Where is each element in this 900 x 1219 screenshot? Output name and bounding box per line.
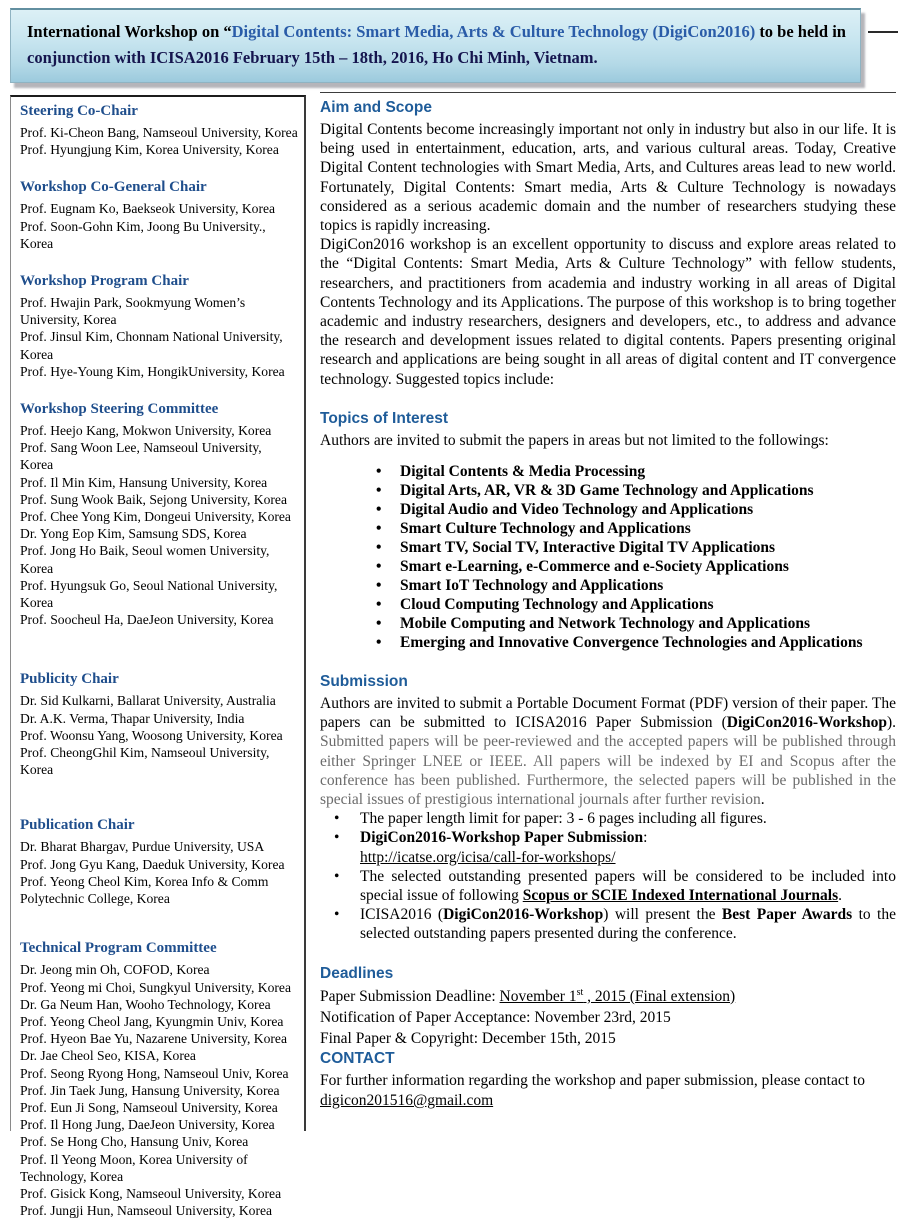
committee-member: Prof. Yeong Cheol Jang, Kyungmin Univ, Korea: [20, 1013, 284, 1029]
banner-workshop-title: Digital Contents: Smart Media, Arts & Culture Technology (DigiCon2016): [231, 22, 756, 41]
committee-member: Prof. Sung Wook Baik, Sejong University, Korea: [20, 491, 287, 507]
committee-member: Prof. Il Hong Jung, DaeJeon University, Korea: [20, 1117, 275, 1133]
committee-member: Dr. Ga Neum Han, Wooho Technology, Korea: [20, 996, 271, 1012]
committee-member: Prof. Il Yeong Moon, Korea University of Technology, Korea: [20, 1151, 248, 1184]
submission-bullet-journals: [320, 867, 896, 905]
committee-sections: [20, 102, 298, 1219]
submission-text: Authors are invited to submit a Portable Document Format (PDF) version of their paper. The papers can be submitted to ICISA2016 Paper Submission (: [320, 695, 896, 732]
deadline-final-paper: Final Paper & Copyright: December 15th, 2015: [320, 1029, 616, 1047]
bullet-text: ICISA2016 (: [360, 906, 444, 924]
deadline-label: Paper Submission Deadline:: [320, 987, 500, 1005]
deadline-notification: Notification of Paper Acceptance: November 23rd, 2015: [320, 1008, 671, 1026]
topic-item: • Digital Audio and Video Technology and Applications: [320, 500, 896, 519]
committee-member: Prof. Seong Ryong Hong, Namseoul Univ, Korea: [20, 1065, 289, 1081]
contact-section: [320, 1049, 896, 1112]
contact-email-line: [320, 1091, 896, 1112]
committee-member: Prof. Heejo Kang, Mokwon University, Korea: [20, 423, 272, 439]
contact-heading: CONTACT: [320, 1049, 395, 1067]
committee-member: Prof. Jungji Hun, Namseoul University, Korea: [20, 1203, 273, 1219]
committee-member: Prof. CheongGhil Kim, Namseoul University, Korea: [20, 745, 270, 778]
committee-section: [20, 178, 298, 252]
committee-member: Prof. Il Min Kim, Hansung University, Korea: [20, 474, 268, 490]
submission-heading: Submission: [320, 673, 408, 691]
committee-member: Prof. Hye-Young Kim, HongikUniversity, Korea: [20, 363, 285, 379]
committee-section-title: Publication Chair: [20, 817, 135, 834]
topic-item: • Smart TV, Social TV, Interactive Digital TV Applications: [320, 538, 896, 557]
workshop-name-bold: DigiCon2016-Workshop: [726, 714, 887, 732]
committee-member: Dr. A.K. Verma, Thapar University, India: [20, 710, 245, 726]
banner-text-held-in: to be held in: [755, 22, 846, 41]
committee-member: Prof. Gisick Kong, Namseoul University, Korea: [20, 1185, 282, 1201]
aim-paragraph-2: DigiCon2016 workshop is an excellent opportunity to discuss and explore areas related to the “Digital Contents: Smart Media, Arts & Culture Technology” with fellow students, researchers, and practitioners from academia and industry working in all areas of Digital Contents Technology and its Applications. The purpose of this workshop is to bring together academic and industry researchers, designers and developers, etc., to address and advance the research and development issues related to digital contents. Papers presenting original research and applications are being sought in all areas of digital content and IT convergence technology. Suggested topics include:: [320, 236, 896, 388]
committee-member: Prof. Yeong mi Choi, Sungkyul University, Korea: [20, 979, 291, 995]
submission-list: [320, 809, 896, 943]
submission-section: [320, 672, 896, 944]
topic-item: • Emerging and Innovative Convergence Technologies and Applications: [320, 633, 896, 652]
banner-side-tick: [868, 31, 898, 33]
topic-item: • Mobile Computing and Network Technology and Applications: [320, 614, 896, 633]
committee-member: Prof. Yeong Cheol Kim, Korea Info & Comm Polytechnic College, Korea: [20, 873, 269, 907]
committee-member: Prof. Sang Woon Lee, Namseoul University, Korea: [20, 440, 262, 473]
contact-email-link[interactable]: digicon201516@gmail.com: [320, 1092, 494, 1110]
bullet-text: ) will present the: [603, 906, 722, 924]
deadline-paper-submission: [320, 986, 896, 1007]
committee-section: [20, 102, 298, 158]
aim-heading: Aim and Scope: [320, 99, 432, 116]
committee-section: [20, 816, 298, 907]
banner-conference-info: conjunction with ICISA2016 February 15th – 18th, 2016, Ho Chi Minh, Vietnam.: [27, 48, 598, 67]
banner-text-prefix: International Workshop on “: [27, 22, 232, 41]
bullet-text: to the selected outstanding papers presented during the conference.: [360, 906, 896, 943]
committee-section: [20, 400, 298, 628]
committee-member: Prof. Jong Gyu Kang, Daeduk University, Korea: [20, 856, 285, 872]
committee-member: Prof. Chee Yong Kim, Dongeui University, Korea: [20, 509, 291, 525]
committee-member: Prof. Soon-Gohn Kim, Joong Bu University., Korea: [20, 218, 266, 251]
bullet-text: :: [643, 829, 648, 847]
deadline-date-underlined: November 1st , 2015 (Final extension): [499, 986, 736, 1005]
committee-member: Prof. Jinsul Kim, Chonnam National University, Korea: [20, 329, 283, 362]
deadlines-section: [320, 964, 896, 1049]
aim-section: [320, 98, 896, 389]
committee-section: [20, 272, 298, 380]
bullet-text: .: [838, 887, 842, 905]
committee-member: Prof. Hyungjung Kim, Korea University, Korea: [20, 142, 279, 158]
topics-heading: Topics of Interest: [320, 409, 449, 427]
right-column: [320, 92, 896, 1112]
committee-section: [20, 670, 298, 778]
committee-member: Prof. Ki-Cheon Bang, Namseoul University, Korea: [20, 125, 298, 140]
workshop-name-bold: DigiCon2016-Workshop: [443, 906, 604, 924]
ordinal-superscript: st: [576, 986, 584, 998]
committee-section-title: Workshop Program Chair: [20, 273, 189, 290]
committee-member: Prof. Soocheul Ha, DaeJeon University, Korea: [20, 612, 274, 628]
committee-member: Prof. Eun Ji Song, Namseoul University, Korea: [20, 1099, 278, 1115]
submission-bullet-awards: [320, 905, 896, 943]
committee-section-title: Workshop Co-General Chair: [20, 179, 207, 196]
committee-section-title: Workshop Steering Committee: [20, 401, 219, 418]
banner: [10, 8, 861, 83]
topics-list: [320, 462, 896, 652]
committee-section-title: Steering Co-Chair: [20, 103, 138, 119]
submission-bullet-link: [320, 828, 896, 866]
aim-paragraph-1: Digital Contents become increasingly important not only in industry but also in our life. It is being used in entertainment, education, arts, and various cultural areas. Today, Creative Digital Content technologies with Smart Media, Arts, and Cultures areas lead to new world. Fortunately, Digital Contents: Smart media, Arts & Culture Technology is nowadays considered as a serious academic domain and the number of researchers studying these topics is rapidly increasing.: [320, 121, 896, 235]
topics-intro: Authors are invited to submit the papers in areas but not limited to the followings:: [320, 431, 829, 449]
committee-member: Prof. Jin Taek Jung, Hansung University, Korea: [20, 1082, 280, 1098]
submission-text: .: [760, 791, 765, 809]
committee-member: Dr. Bharat Bhargav, Purdue University, USA: [20, 839, 265, 855]
contact-text: For further information regarding the workshop and paper submission, please contact to: [320, 1071, 865, 1089]
committee-member: Prof. Hyungsuk Go, Seoul National University, Korea: [20, 577, 278, 611]
committee-member: Dr. Sid Kulkarni, Ballarat University, Australia: [20, 693, 276, 709]
best-paper-awards-bold: Best Paper Awards: [721, 906, 853, 924]
submission-paragraph: [320, 694, 896, 809]
submission-text: ).: [886, 714, 896, 732]
submission-gray-text: Submitted papers will be peer-reviewed and the accepted papers will be published through either Springer LNEE or IEEE. All papers will be indexed by EI and Scopus after the conference has been published. Furthermore, the selected papers will be published in the special issues of prestigious international journals after further revision: [320, 733, 896, 809]
committee-member: Dr. Jae Cheol Seo, KISA, Korea: [20, 1048, 196, 1064]
committee-member: Prof. Woonsu Yang, Woosong University, Korea: [20, 727, 283, 743]
journals-emphasis: Scopus or SCIE Indexed International Journals: [522, 887, 839, 905]
committee-section: [20, 939, 298, 1219]
committee-member: Prof. Jong Ho Baik, Seoul women University, Korea: [20, 543, 270, 576]
committee-member: Prof. Se Hong Cho, Hansung Univ, Korea: [20, 1134, 249, 1150]
committee-member: Prof. Hyeon Bae Yu, Nazarene University, Korea: [20, 1031, 287, 1047]
deadlines-heading: Deadlines: [320, 964, 394, 982]
bullet-text: The selected outstanding presented papers will be considered to be included into special issue of following: [360, 867, 896, 905]
bullet-bold-text: DigiCon2016-Workshop Paper Submission: [360, 829, 644, 847]
topic-item: • Smart Culture Technology and Applications: [320, 519, 896, 538]
topic-item: • Digital Contents & Media Processing: [320, 462, 896, 481]
committee-member: Prof. Hwajin Park, Sookmyung Women’s University, Korea: [20, 295, 246, 328]
committee-member: Dr. Yong Eop Kim, Samsung SDS, Korea: [20, 526, 247, 542]
topics-section: [320, 409, 896, 652]
committee-section-title: Publicity Chair: [20, 671, 119, 688]
committee-member: Prof. Eugnam Ko, Baekseok University, Korea: [20, 201, 276, 217]
committee-member: Dr. Jeong min Oh, COFOD, Korea: [20, 962, 210, 978]
submission-bullet-length: [320, 809, 896, 828]
committee-section-title: Technical Program Committee: [20, 940, 217, 957]
topic-item: • Digital Arts, AR, VR & 3D Game Technology and Applications: [320, 481, 896, 500]
bullet-text: The paper length limit for paper: 3 - 6 pages including all figures.: [360, 810, 767, 828]
topic-item: • Cloud Computing Technology and Applications: [320, 595, 896, 614]
committee-panel: [10, 95, 306, 1219]
topic-item: • Smart e-Learning, e-Commerce and e-Society Applications: [320, 557, 896, 576]
topic-item: • Smart IoT Technology and Applications: [320, 576, 896, 595]
workshop-submission-link[interactable]: http://icatse.org/icisa/call-for-workshops/: [360, 848, 616, 866]
